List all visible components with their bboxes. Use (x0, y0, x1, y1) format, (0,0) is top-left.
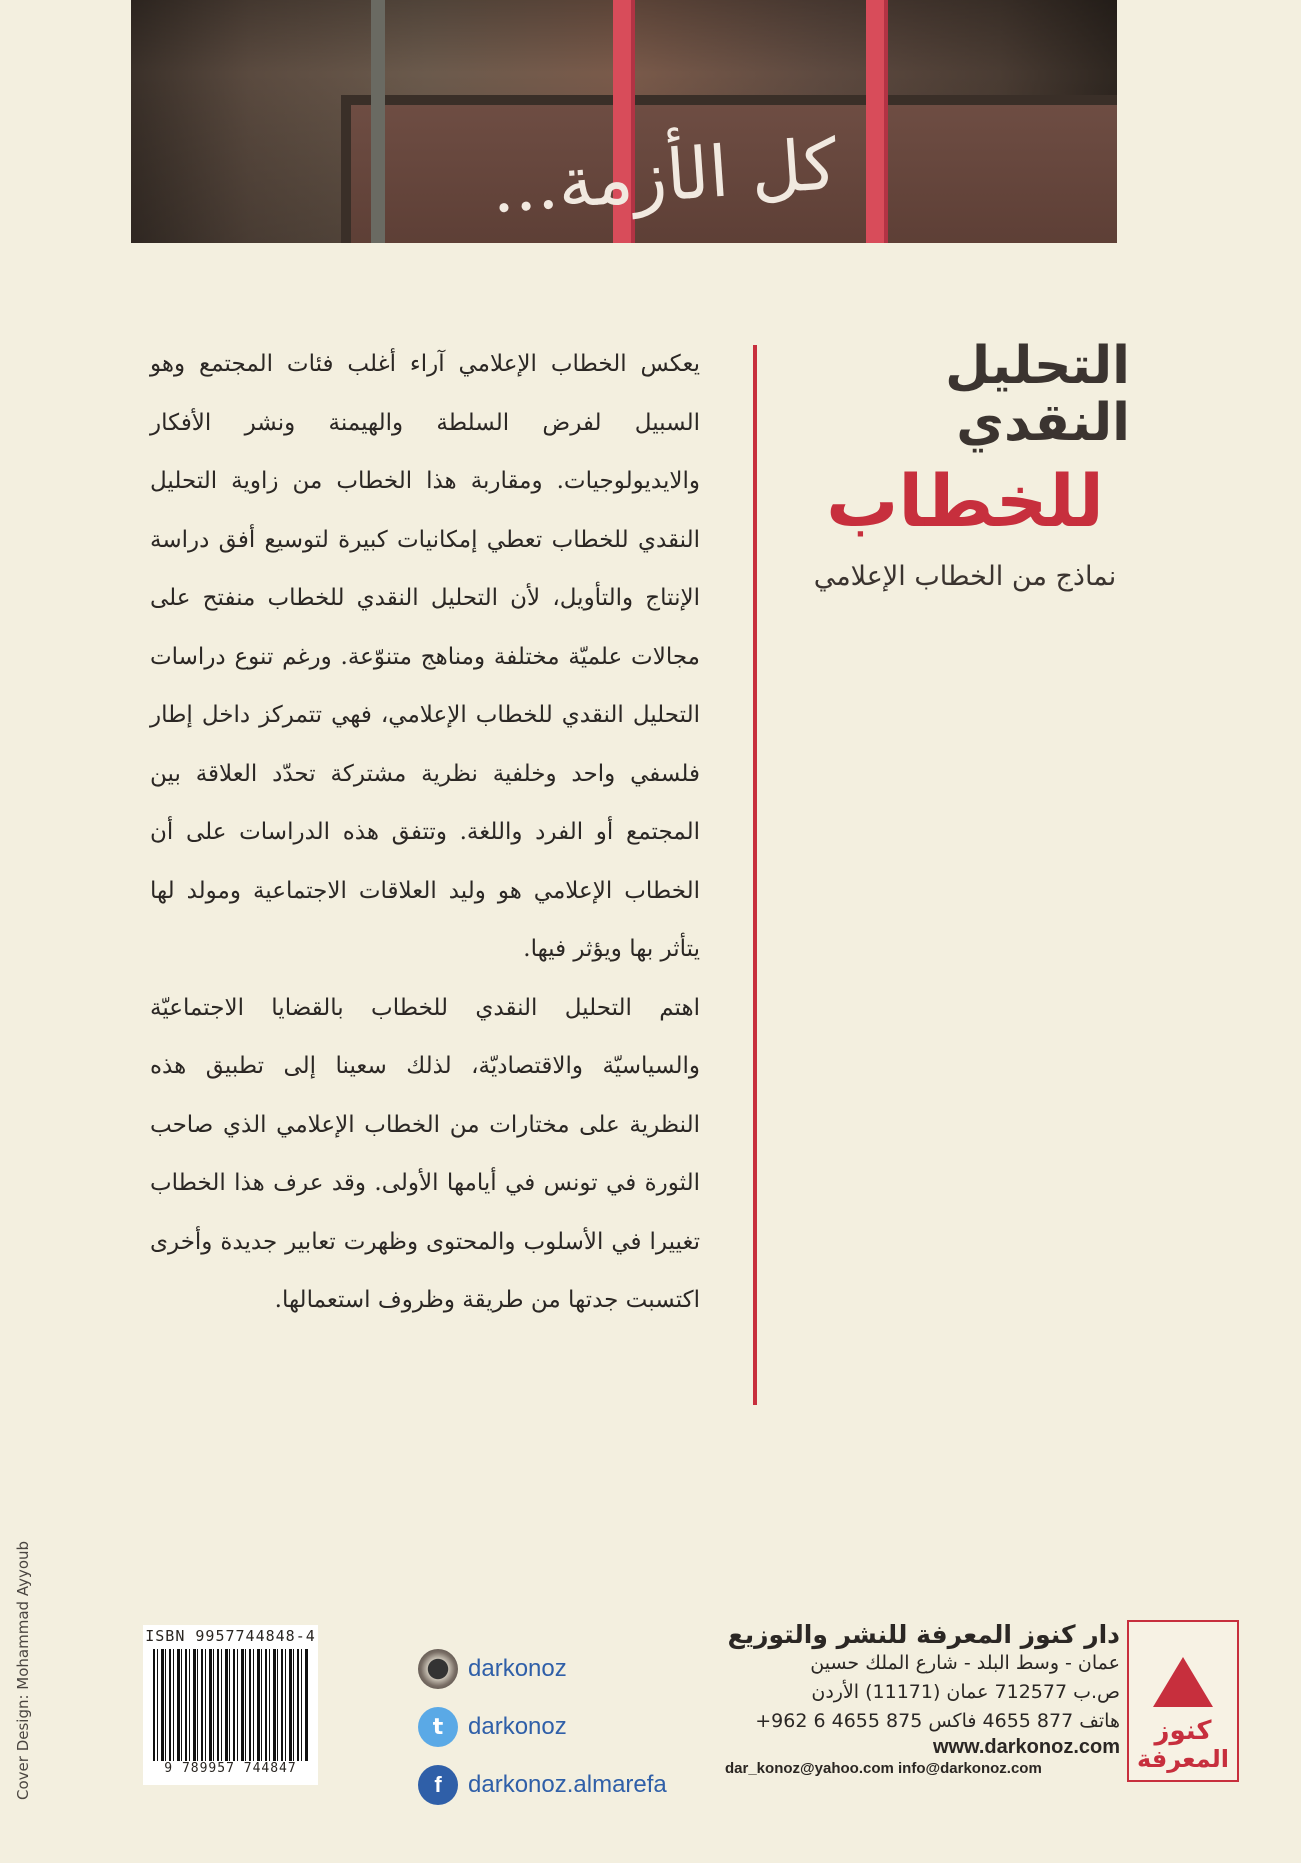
isbn-label: ISBN 9957744848-4 (145, 1627, 316, 1645)
instagram-icon (418, 1649, 458, 1689)
logo-text: المعرفة (1136, 1744, 1230, 1773)
blurb-paragraph: اهتم التحليل النقدي للخطاب بالقضايا الاجتماعيّة والسياسيّة والاقتصاديّة، لذلك سعينا إلى تطبيق هذه النظرية على مختارات من الخطاب الإعلامي الذي صاحب الثورة في تونس في أيامها الأولى. وقد عرف هذا الخطاب تغييرا في الأسلوب والمحتوى وظهرت تعابير جديدة وأخرى اكتسبت جدتها من طريقة وظروف استعمالها. (150, 994, 700, 1313)
cover-design-credit: Cover Design: Mohammad Ayyoub (14, 1540, 32, 1800)
book-title-accent: للخطاب (826, 459, 1104, 544)
publisher-logo (1127, 1620, 1239, 1782)
twitter-icon: t (418, 1707, 458, 1747)
red-divider (753, 345, 757, 1405)
photo-pole (371, 0, 385, 243)
social-handle[interactable]: darkonoz (468, 1713, 567, 1740)
back-cover-blurb (150, 335, 700, 1330)
logo-text: كنوز (1154, 1716, 1212, 1747)
barcode-bars (153, 1649, 308, 1761)
publisher-info (700, 1620, 1120, 1759)
photo-graffiti: كل الأزمة... (488, 123, 840, 229)
facebook-icon: f (418, 1765, 458, 1805)
social-row-facebook[interactable] (418, 1756, 667, 1814)
photo-red-pipe (866, 0, 888, 243)
book-title-block (800, 338, 1130, 592)
blurb-paragraph: يعكس الخطاب الإعلامي آراء أغلب فئات المجتمع وهو السبيل لفرض السلطة والهيمنة ونشر الأفكار والايديولوجيات. ومقاربة هذا الخطاب من زاوية التحليل النقدي للخطاب تعطي إمكانيات كبيرة لتوسيع أفق دراسة الإنتاج والتأويل، لأن التحليل النقدي للخطاب منفتح على مجالات علميّة مختلفة ومناهج متنوّعة. ورغم تنوع دراسات التحليل النقدي للخطاب الإعلامي، فهي تتمركز داخل إطار فلسفي واحد وخلفية نظرية مشتركة تحدّد العلاقة بين المجتمع أو الفرد واللغة. وتتفق هذه الدراسات على أن الخطاب الإعلامي هو وليد العلاقات الاجتماعية ومولد لها يتأثر بها ويؤثر فيها. (150, 351, 700, 962)
social-links (418, 1640, 667, 1814)
social-handle[interactable]: darkonoz (468, 1655, 567, 1682)
book-subtitle: نماذج من الخطاب الإعلامي (813, 561, 1117, 593)
book-title: التحليل النقدي (945, 336, 1130, 454)
social-row-instagram[interactable] (418, 1640, 667, 1698)
publisher-phone: هاتف 877 4655 فاكس 875 4655 6 962+ (755, 1710, 1120, 1732)
publisher-address: عمان - وسط البلد - شارع الملك حسين (810, 1652, 1120, 1674)
publisher-emails[interactable]: dar_konoz@yahoo.com info@darkonoz.com (725, 1760, 1042, 1777)
social-handle[interactable]: darkonoz.almarefa (468, 1771, 667, 1798)
barcode-number: 9 789957 744847 (143, 1761, 318, 1776)
logo-mark-icon (1153, 1657, 1213, 1707)
publisher-website[interactable]: www.darkonoz.com (932, 1736, 1120, 1758)
cover-photo (131, 0, 1117, 243)
publisher-name: دار كنوز المعرفة للنشر والتوزيع (727, 1620, 1120, 1649)
publisher-pobox: ص.ب 712577 عمان (11171) الأردن (811, 1681, 1120, 1703)
isbn-barcode (143, 1625, 318, 1785)
social-row-twitter[interactable] (418, 1698, 667, 1756)
